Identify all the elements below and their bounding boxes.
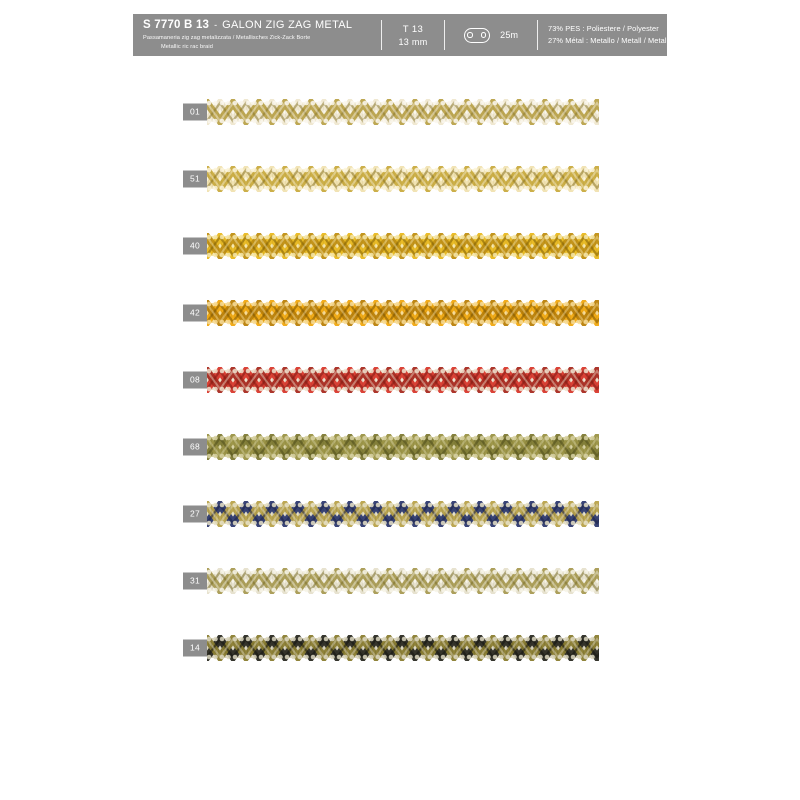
braid-sample [207, 367, 599, 393]
colorway-code-badge: 40 [183, 237, 207, 254]
braid-graphic [207, 99, 599, 125]
size-code: T 13 [402, 23, 424, 35]
colorway-code-badge: 27 [183, 505, 207, 522]
swatch-row [0, 212, 800, 279]
braid-graphic [207, 166, 599, 192]
braid-graphic [207, 434, 599, 460]
product-name: GALON ZIG ZAG METAL [222, 18, 353, 31]
braid-graphic [207, 635, 599, 661]
braid-sample [207, 501, 599, 527]
subtitle-line-2: Metallic ric rac braid [161, 43, 213, 50]
braid-sample [207, 434, 599, 460]
swatch-row [0, 480, 800, 547]
header-title-block [133, 14, 381, 56]
spool-block [445, 14, 537, 56]
swatch-row [0, 413, 800, 480]
swatch-row [0, 279, 800, 346]
braid-sample [207, 166, 599, 192]
braid-graphic [207, 367, 599, 393]
product-code: S 7770 B 13 [143, 18, 210, 31]
colorway-code-badge: 51 [183, 170, 207, 187]
composition-block [538, 14, 667, 56]
size-mm: 13 mm [398, 36, 428, 47]
braid-sample [207, 568, 599, 594]
braid-graphic [207, 568, 599, 594]
spool-length: 25m [494, 30, 519, 40]
colorway-code-badge: 42 [183, 304, 207, 321]
size-block [382, 14, 444, 56]
swatch-row [0, 614, 800, 681]
swatch-row [0, 145, 800, 212]
swatch-list [0, 78, 800, 681]
composition-line-1: 73% PES : Poliestere / Polyester [548, 23, 659, 33]
composition-line-2: 27% Métal : Metallo / Metall / Metal [548, 36, 667, 45]
swatch-row [0, 78, 800, 145]
braid-sample [207, 635, 599, 661]
colorway-code-badge: 08 [183, 371, 207, 388]
colorway-code-badge: 68 [183, 438, 207, 455]
colorway-code-badge: 01 [183, 103, 207, 120]
header-title-row [143, 19, 381, 32]
braid-graphic [207, 233, 599, 259]
product-header-bar [133, 14, 667, 56]
swatch-row [0, 547, 800, 614]
colorway-code-badge: 31 [183, 572, 207, 589]
braid-graphic [207, 501, 599, 527]
subtitle-line-1: Passamaneria zig zag metalizzata / Metallisches Zick-Zack Borte [143, 35, 311, 42]
colorway-code-badge: 14 [183, 639, 207, 656]
braid-sample [207, 233, 599, 259]
braid-sample [207, 99, 599, 125]
swatch-row [0, 346, 800, 413]
braid-graphic [207, 300, 599, 326]
spool-icon [464, 28, 490, 43]
title-dash: - [214, 19, 218, 30]
braid-sample [207, 300, 599, 326]
product-subtitle [143, 34, 381, 51]
